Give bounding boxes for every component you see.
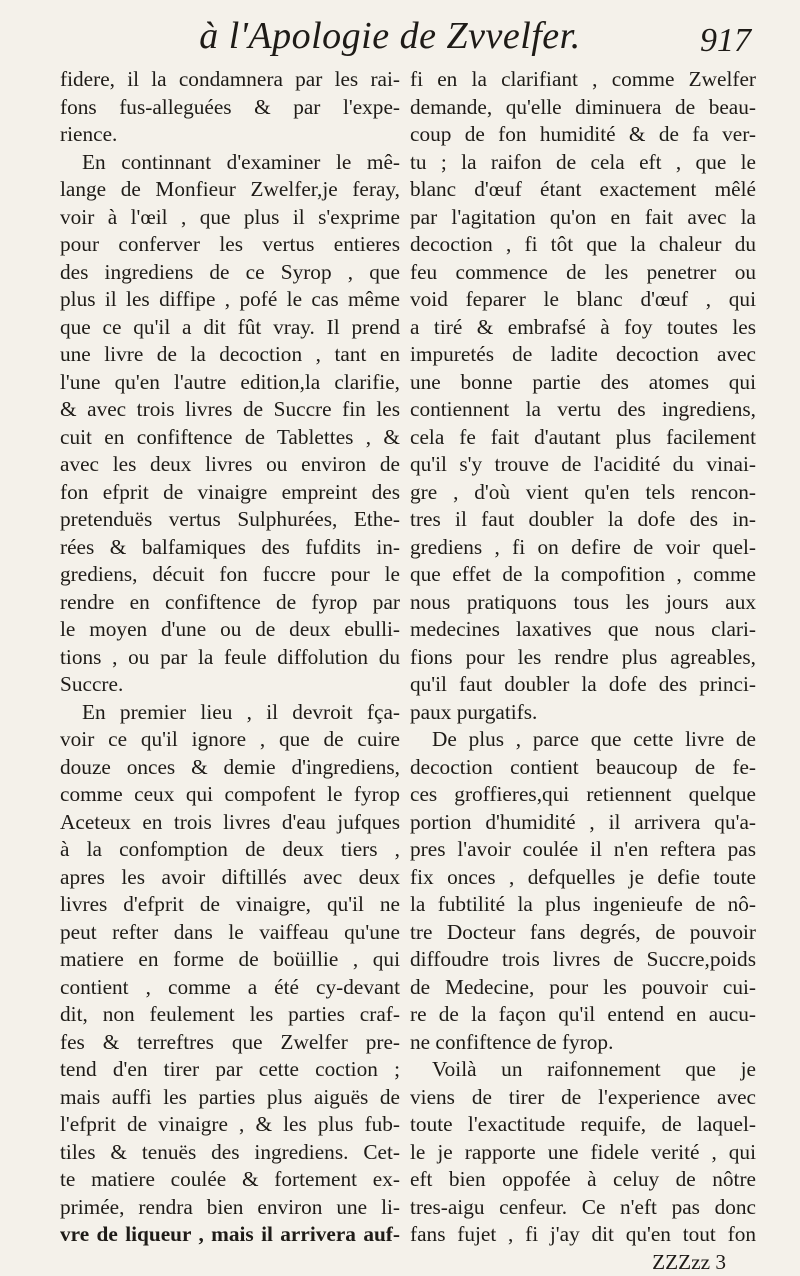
text-line: contiennent la vertu des ingrediens, [410,396,756,424]
text-line: tend d'en tirer par cette coction ; [60,1056,400,1084]
text-line: En continnant d'examiner le mê- [60,149,400,177]
text-line: pour conferver les vertus entieres [60,231,400,259]
text-line: une bonne partie des atomes qui [410,369,756,397]
text-line: De plus , parce que cette livre de [410,726,756,754]
text-line: tiles & tenuës des ingrediens. Cet- [60,1139,400,1167]
text-line: contient , comme a été cy-devant [60,974,400,1002]
page-header [0,14,800,58]
text-line: une livre de la decoction , tant en [60,341,400,369]
text-line: l'efprit de vinaigre , & les plus fub- [60,1111,400,1139]
text-line: demande, qu'elle diminuera de beau- [410,94,756,122]
text-line: dit, non feulement les parties craf- [60,1001,400,1029]
text-line: tres il faut doubler la dofe des in- [410,506,756,534]
text-line: pres l'avoir coulée il n'en reftera pas [410,836,756,864]
text-line: primée, rendra bien environ une li- [60,1194,400,1222]
text-line: ZZZzz 3 [410,1249,756,1276]
text-line: le je rapporte une fidele verité , qui [410,1139,756,1167]
text-line: cuit en confiftence de Tablettes , & [60,424,400,452]
text-line: Voilà un raifonnement que je [410,1056,756,1084]
text-line: que effet de la compofition , comme [410,561,756,589]
text-line: fons fus-alleguées & par l'expe- [60,94,400,122]
text-line: grediens , fi on defire de voir quel- [410,534,756,562]
text-line: apres les avoir diftillés avec deux [60,864,400,892]
text-line: plus il les diffipe , pofé le cas même [60,286,400,314]
text-line: re de la façon qu'il entend en aucu- [410,1001,756,1029]
text-line: qu'il s'y trouve de l'acidité du vinai- [410,451,756,479]
text-line: grediens, décuit fon fuccre pour le [60,561,400,589]
text-line: feu commence de les penetrer ou [410,259,756,287]
text-line: tions , ou par la feule diffolution du [60,644,400,672]
text-line: impuretés de ladite decoction avec [410,341,756,369]
text-line: ces groffieres,qui retiennent quelque [410,781,756,809]
text-line: paux purgatifs. [410,699,756,727]
text-line: rées & balfamiques des fufdits in- [60,534,400,562]
text-line: blanc d'œuf étant exactement mêlé [410,176,756,204]
left-text-column [60,66,400,1249]
text-line: mais auffi les parties plus aiguës de [60,1084,400,1112]
right-text-column [410,66,756,1276]
text-line: qu'il faut doubler la dofe des princi- [410,671,756,699]
text-line: void feparer le blanc d'œuf , qui [410,286,756,314]
text-line: rience. [60,121,400,149]
text-line: rendre en confiftence de fyrop par [60,589,400,617]
text-line: ne confiftence de fyrop. [410,1029,756,1057]
text-line: pretenduës vertus Sulphurées, Ethe- [60,506,400,534]
text-line: diffoudre trois livres de Succre,poids [410,946,756,974]
text-line: de Medecine, pour les pouvoir cui- [410,974,756,1002]
text-line: fon efprit de vinaigre empreint des [60,479,400,507]
text-line: voir ce qu'il ignore , que de cuire [60,726,400,754]
text-line: peut refter dans le vaiffeau qu'une [60,919,400,947]
text-line: matiere en forme de boüillie , qui [60,946,400,974]
text-line: fi en la clarifiant , comme Zwelfer [410,66,756,94]
text-line: voir à l'œil , que plus il s'exprime [60,204,400,232]
text-line: fix onces , defquelles je defie toute [410,864,756,892]
text-line: tres-aigu cenfeur. Ce n'eft pas donc [410,1194,756,1222]
text-line: comme ceux qui compofent le fyrop [60,781,400,809]
text-line: decoction , fi tôt que la chaleur du [410,231,756,259]
text-line: à la confomption de deux tiers , [60,836,400,864]
text-line: te matiere coulée & fortement ex- [60,1166,400,1194]
text-line: tu ; la raifon de cela eft , que le [410,149,756,177]
running-title: à l'Apologie de Zvvelfer. [130,14,650,58]
text-line: portion d'humidité , il arrivera qu'a- [410,809,756,837]
text-line: douze onces & demie d'ingrediens, [60,754,400,782]
text-line: livres d'efprit de vinaigre, qu'il ne [60,891,400,919]
text-line: viens de tirer de l'experience avec [410,1084,756,1112]
text-line: Aceteux en trois livres d'eau jufques [60,809,400,837]
text-line: decoction contient beaucoup de fe- [410,754,756,782]
text-line: fidere, il la condamnera par les rai- [60,66,400,94]
text-line: fes & terreftres que Zwelfer pre- [60,1029,400,1057]
text-line: En premier lieu , il devroit fça- [60,699,400,727]
text-line: que ce qu'il a dit fût vray. Il prend [60,314,400,342]
text-line: cela fe fait d'autant plus facilement [410,424,756,452]
text-line: a tiré & embrafsé à foy toutes les [410,314,756,342]
text-line: tre Docteur fans degrés, de pouvoir [410,919,756,947]
text-line: le moyen d'une ou de deux ebulli- [60,616,400,644]
page-number: 917 [700,22,751,60]
text-line: & avec trois livres de Succre fin les [60,396,400,424]
text-line: medecines laxatives que nous clari- [410,616,756,644]
text-line: l'une qu'en l'autre edition,la clarifie, [60,369,400,397]
text-line: des ingrediens de ce Syrop , que [60,259,400,287]
text-line: fions pour les rendre plus agreables, [410,644,756,672]
text-line: eft bien oppofée à celuy de nôtre [410,1166,756,1194]
text-line: Succre. [60,671,400,699]
text-line: nous pratiquons tous les jours aux [410,589,756,617]
text-line: lange de Monfieur Zwelfer,je feray, [60,176,400,204]
text-line: coup de fon humidité & de fa ver- [410,121,756,149]
text-line: gre , d'où vient qu'en tels rencon- [410,479,756,507]
text-line: toute l'exactitude requife, de laquel- [410,1111,756,1139]
text-line: par l'agitation qu'on en fait avec la [410,204,756,232]
text-line: fans fujet , fi j'ay dit qu'en tout fon [410,1221,756,1249]
text-line: avec les deux livres ou environ de [60,451,400,479]
text-line: la fubtilité la plus ingenieufe de nô- [410,891,756,919]
text-line: vre de liqueur , mais il arrivera auf- [60,1221,400,1249]
